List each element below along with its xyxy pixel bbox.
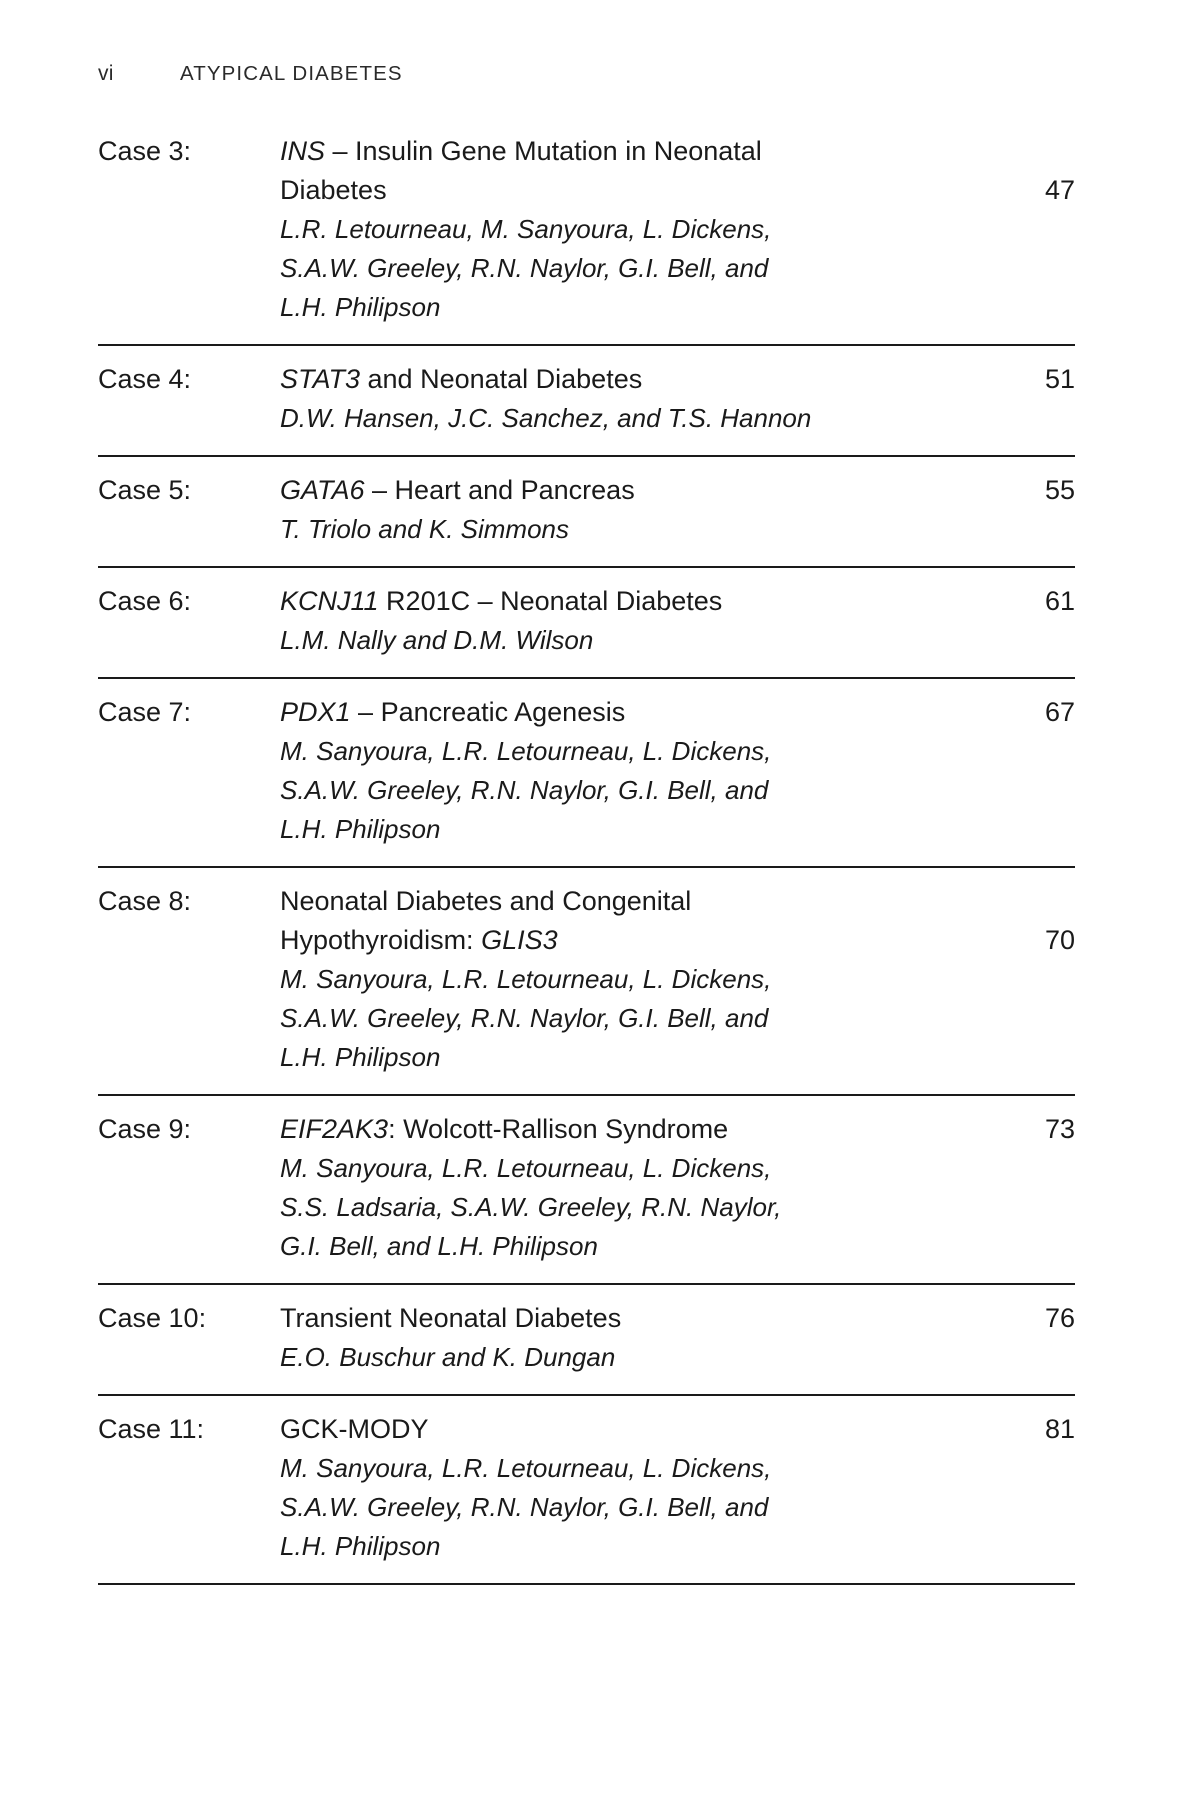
author-line: D.W. Hansen, J.C. Sanchez, and T.S. Hannon xyxy=(280,403,812,433)
toc-entry-title-line: GCK-MODY xyxy=(280,1414,429,1444)
running-head-title: ATYPICAL DIABETES xyxy=(180,62,403,85)
toc-entry-title-line: INS – Insulin Gene Mutation in Neonatal xyxy=(280,136,762,166)
toc-entry-page-number[interactable]: 51 xyxy=(1044,364,1075,394)
gene-symbol: EIF2AK3 xyxy=(280,1114,389,1144)
toc-entry-body xyxy=(280,882,1011,1077)
toc-entry-authors xyxy=(280,960,997,1077)
toc-entry-title-line: GATA6 – Heart and Pancreas xyxy=(280,475,635,505)
gene-symbol: STAT3 xyxy=(280,364,361,394)
toc-entry-title-line: Hypothyroidism: GLIS3 xyxy=(280,925,558,955)
toc-entry-title-line: Diabetes xyxy=(280,175,387,205)
toc-entry-body xyxy=(280,132,1011,327)
author-line: L.H. Philipson xyxy=(280,814,441,844)
toc-entry-body xyxy=(280,1410,1011,1566)
page-folio: vi xyxy=(98,62,114,85)
author-line: S.A.W. Greeley, R.N. Naylor, G.I. Bell, and xyxy=(280,1492,769,1522)
toc-entry-case-label: Case 10: xyxy=(98,1303,207,1333)
author-line: M. Sanyoura, L.R. Letourneau, L. Dickens, xyxy=(280,964,772,994)
toc-entry-authors xyxy=(280,510,997,549)
author-line: S.A.W. Greeley, R.N. Naylor, G.I. Bell, and xyxy=(280,253,769,283)
author-line: T. Triolo and K. Simmons xyxy=(280,514,569,544)
toc-entry-page-number[interactable]: 55 xyxy=(1044,475,1075,505)
toc-entry-title-line: PDX1 – Pancreatic Agenesis xyxy=(280,697,626,727)
author-line: L.R. Letourneau, M. Sanyoura, L. Dickens, xyxy=(280,214,772,244)
author-line: E.O. Buschur and K. Dungan xyxy=(280,1342,616,1372)
toc-entry-case-label: Case 7: xyxy=(98,697,192,727)
toc-entry-body xyxy=(280,1299,1011,1377)
toc-entry-body xyxy=(280,1110,1011,1266)
gene-symbol: GLIS3 xyxy=(481,925,558,955)
toc-entry-page-number[interactable]: 47 xyxy=(1044,175,1075,205)
toc-entry-case-label: Case 4: xyxy=(98,364,192,394)
toc-entry-authors xyxy=(280,1149,997,1266)
author-line: L.H. Philipson xyxy=(280,1531,441,1561)
toc-entry-authors xyxy=(280,399,997,438)
toc-entry[interactable] xyxy=(98,568,1075,679)
author-line: S.S. Ladsaria, S.A.W. Greeley, R.N. Naylor, xyxy=(280,1192,782,1222)
toc-entry[interactable] xyxy=(98,679,1075,868)
author-line: L.M. Nally and D.M. Wilson xyxy=(280,625,594,655)
toc-entry-title-line: EIF2AK3: Wolcott-Rallison Syndrome xyxy=(280,1114,729,1144)
author-line: S.A.W. Greeley, R.N. Naylor, G.I. Bell, and xyxy=(280,775,769,805)
toc-entry-body xyxy=(280,360,1011,438)
toc-entry-case-label: Case 6: xyxy=(98,586,192,616)
toc-entry-page-number[interactable]: 67 xyxy=(1044,697,1075,727)
gene-symbol: PDX1 xyxy=(280,697,351,727)
toc-entry-authors xyxy=(280,732,997,849)
author-line: L.H. Philipson xyxy=(280,1042,441,1072)
toc-entry-authors xyxy=(280,1338,997,1377)
author-line: G.I. Bell, and L.H. Philipson xyxy=(280,1231,598,1261)
toc-entry-body xyxy=(280,582,1011,660)
toc-entry-page-number[interactable]: 76 xyxy=(1044,1303,1075,1333)
toc-entry[interactable] xyxy=(98,1396,1075,1585)
author-line: M. Sanyoura, L.R. Letourneau, L. Dickens, xyxy=(280,1453,772,1483)
gene-symbol: GATA6 xyxy=(280,475,365,505)
toc-entry-case-label: Case 5: xyxy=(98,475,192,505)
toc-entry-page-number[interactable]: 61 xyxy=(1044,586,1075,616)
toc-entry-case-label: Case 11: xyxy=(98,1414,205,1444)
toc-entry-page-number[interactable]: 70 xyxy=(1044,925,1075,955)
toc-entry-title-line: Transient Neonatal Diabetes xyxy=(280,1303,622,1333)
toc-entry-case-label: Case 3: xyxy=(98,136,192,166)
author-line: M. Sanyoura, L.R. Letourneau, L. Dickens, xyxy=(280,736,772,766)
toc-entry-body xyxy=(280,693,1011,849)
toc-entry-case-label: Case 8: xyxy=(98,886,192,916)
table-of-contents xyxy=(98,128,1075,1585)
toc-entry-title-line: KCNJ11 R201C – Neonatal Diabetes xyxy=(280,586,723,616)
toc-entry[interactable] xyxy=(98,457,1075,568)
toc-entry[interactable] xyxy=(98,128,1075,346)
toc-entry-authors xyxy=(280,210,997,327)
toc-entry-title-line: STAT3 and Neonatal Diabetes xyxy=(280,364,643,394)
toc-entry-authors xyxy=(280,1449,997,1566)
author-line: S.A.W. Greeley, R.N. Naylor, G.I. Bell, and xyxy=(280,1003,769,1033)
toc-entry[interactable] xyxy=(98,346,1075,457)
author-line: M. Sanyoura, L.R. Letourneau, L. Dickens, xyxy=(280,1153,772,1183)
gene-symbol: KCNJ11 xyxy=(280,586,379,616)
toc-entry-case-label: Case 9: xyxy=(98,1114,192,1144)
author-line: L.H. Philipson xyxy=(280,292,441,322)
toc-entry-title-line: Neonatal Diabetes and Congenital xyxy=(280,886,692,916)
toc-entry[interactable] xyxy=(98,868,1075,1096)
toc-entry-page-number[interactable]: 81 xyxy=(1044,1414,1075,1444)
toc-entry[interactable] xyxy=(98,1096,1075,1285)
toc-entry-page-number[interactable]: 73 xyxy=(1044,1114,1075,1144)
running-head xyxy=(98,62,1075,86)
toc-entry-authors xyxy=(280,621,997,660)
toc-entry-body xyxy=(280,471,1011,549)
toc-entry[interactable] xyxy=(98,1285,1075,1396)
gene-symbol: INS xyxy=(280,136,326,166)
